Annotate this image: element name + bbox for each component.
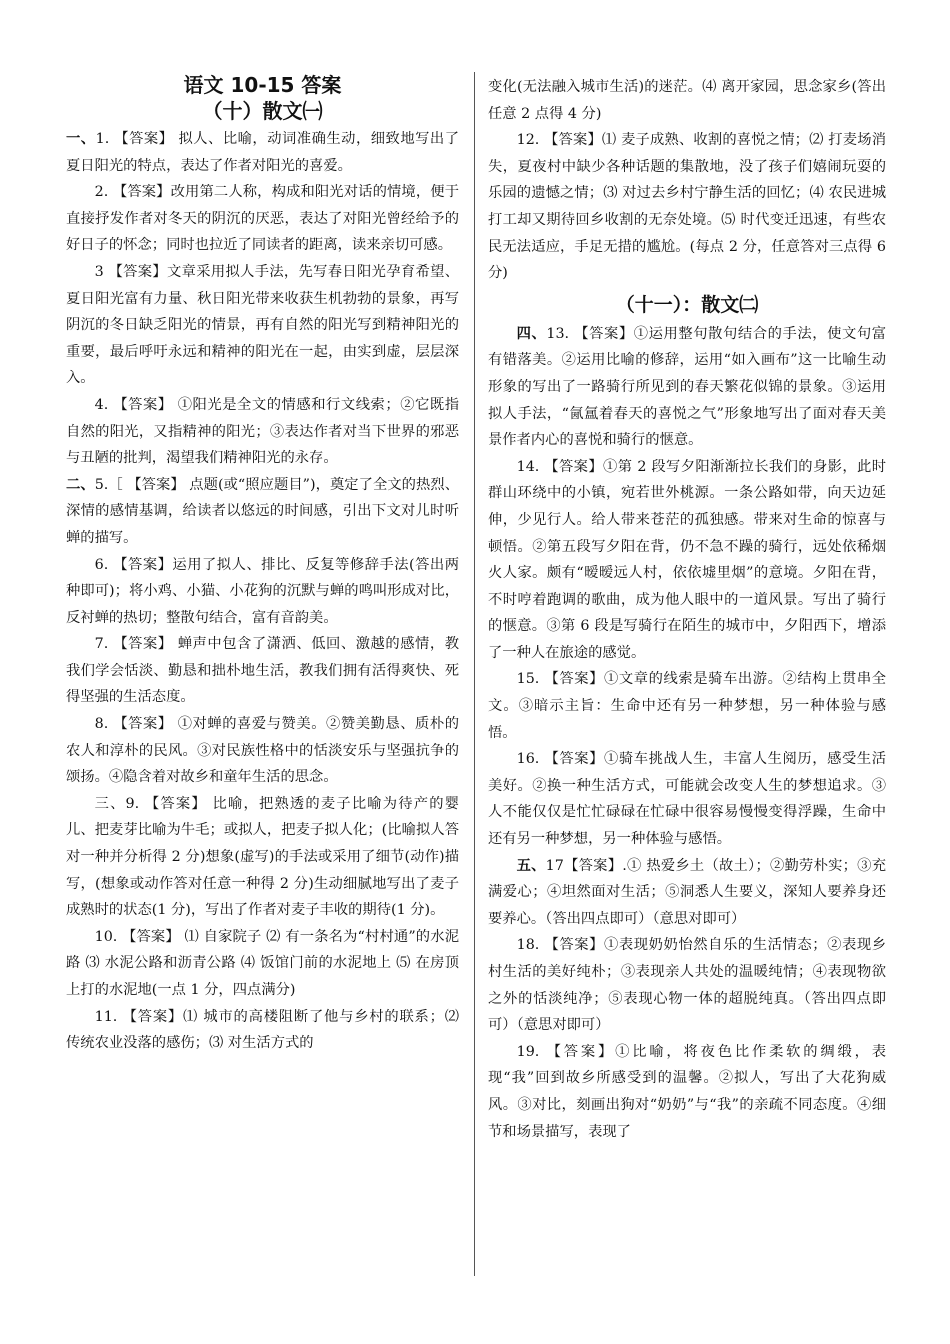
column-divider <box>474 72 475 1276</box>
answer-text: 3 【答案】文章采用拟人手法，先写春日阳光孕育希望、夏日阳光富有力量、秋日阳光带来收获生机勃勃的景象，再写阴沉的冬日缺乏阳光的情景，再有自然的阳光写到精神阳光的重要，最后呼吁永远和精神的阳光在一起，由实到虚，层层深入。 <box>66 263 459 387</box>
answer-text: 14. 【答案】①第 2 段写夕阳渐渐拉长我们的身影，此时群山环绕中的小镇，宛若世外桃源。一条公路如带，向天边延伸，少见行人。给人带来苍茫的孤独感。带来对生命的惊喜与顿悟。②第五段写夕阳在背，仍不急不躁的骑行，远处依稀烟火人家。颇有“暧暧远人村，依依墟里烟”的意境。夕阳在背，不时哼着跑调的歌曲，成为他人眼中的一道风景。写出了骑行的惬意。③第 6 段是写骑行在陌生的城市中，夕阳西下，增添了一种人在旅途的感觉。 <box>488 458 886 661</box>
answer-text: 1. 【答案】 拟人、比喻，动词准确生动，细致地写出了夏日阳光的特点，表达了作者对阳光的喜爱。 <box>66 131 460 174</box>
answer-text: 2. 【答案】改用第二人称，构成和阳光对话的情境，便于直接抒发作者对冬天的阴沉的厌恶，表达了对阳光曾经给予的好日子的怀念；同时也拉近了同读者的距离，读来亲切可感。 <box>66 184 459 254</box>
answer-item <box>66 711 459 791</box>
document-title: 语文 10-15 答案 <box>183 73 342 97</box>
answer-item <box>66 552 459 632</box>
answer-text: 5.［ 【答案】 点题(或“照应题目”)，奠定了全文的热烈、深情的感情基调，给读者以悠远的时间感，引出下文对儿时听蝉的描写。 <box>66 476 459 546</box>
left-column <box>66 72 459 1057</box>
answer-text: 8. 【答案】 ①对蝉的喜爱与赞美。②赞美勤恳、质朴的农人和淳朴的民风。③对民族性格中的恬淡安乐与坚强抗争的颂扬。④隐含着对故乡和童年生活的思念。 <box>66 716 459 786</box>
answer-item <box>66 631 459 711</box>
answer-text: 16. 【答案】①骑车挑战人生，丰富人生阅历，感受生活美好。②换一种生活方式，可能就会改变人生的梦想追求。③人不能仅仅是忙忙碌碌在忙碌中很容易慢慢变得浮躁，生命中还有另一种梦想，另一种体验与感悟。 <box>488 751 886 848</box>
answer-text: 11. 【答案】⑴ 城市的高楼阻断了他与乡村的联系；⑵ 传统农业没落的感伤；⑶ 对生活方式的 <box>66 1008 459 1052</box>
section-title-10: （十）散文㈠ <box>202 99 323 123</box>
part-number: 二、 <box>66 476 95 493</box>
answer-item <box>488 321 886 454</box>
answer-text: 19. 【答案】①比喻，将夜色比作柔软的绸缎，表现“我”回到故乡所感受到的温馨。②拟人，写出了大花狗威风。③对比，刻画出狗对“奶奶”与“我”的亲疏不同态度。④细节和场景描写，表现了 <box>488 1043 886 1140</box>
part-number: 四、 <box>516 325 547 342</box>
answer-text: 7. 【答案】 蝉声中包含了潇洒、低回、激越的感情，教我们学会恬淡、勤恳和拙朴地生活，教我们拥有活得爽快、死得坚强的生活态度。 <box>66 636 459 706</box>
answer-item <box>488 1039 886 1145</box>
answer-text: 15. 【答案】①文章的线索是骑车出游。②结构上贯串全文。③暗示主旨：生命中还有另一种梦想，另一种体验与感悟。 <box>488 671 886 741</box>
answer-text: 4. 【答案】 ①阳光是全文的情感和行文线索；②它既指自然的阳光，又指精神的阳光；③表达作者对当下世界的邪恶与丑陋的批判，渴望我们精神阳光的永存。 <box>66 396 459 467</box>
answer-item <box>488 746 886 852</box>
answer-text: 12. 【答案】⑴ 麦子成熟、收割的喜悦之情；⑵ 打麦场消失，夏夜村中缺少各种话题的集散地，没了孩子们嬉闹玩耍的乐园的遗憾之情；⑶ 对过去乡村宁静生活的回忆；⑷ 农民进城打工却又期待回乡收割的无奈处境。⑸ 时代变迁迅速，有些农民无法适应，手足无措的尴尬。(每点 2 分，任意答对三点得 6 分) <box>488 132 886 282</box>
answer-item <box>66 126 459 179</box>
answer-text: 18. 【答案】①表现奶奶怡然自乐的生活情态；②表现乡村生活的美好纯朴；③表现亲人共处的温暖纯情；④表现物欲之外的恬淡纯净；⑤表现心物一体的超脱纯真。（答出四点即可）（意思对即可） <box>488 937 886 1034</box>
answer-text: 17【答案】.① 热爱乡土（故土）；②勤劳朴实；③充满爱心；④坦然面对生活；⑤洞悉人生要义，深知人要养身还要养心。（答出四点即可）（意思对即可） <box>488 857 887 927</box>
answer-item <box>488 932 886 1038</box>
answer-text: 6. 【答案】运用了拟人、排比、反复等修辞手法(答出两种即可)；将小鸡、小猫、小花狗的沉默与蝉的鸣叫形成对比，反衬蝉的热切；整散句结合，富有音韵美。 <box>66 556 459 626</box>
answer-item <box>488 666 886 746</box>
answer-item <box>66 259 459 392</box>
answer-text: 10. 【答案】 ⑴ 自家院子 ⑵ 有一条名为“村村通”的水泥路 ⑶ 水泥公路和沥青公路 ⑷ 饭馆门前的水泥地上 ⑸ 在房顶上打的水泥地(一点 1 分，四点满分) <box>66 928 459 998</box>
right-column <box>488 74 886 1145</box>
answer-item <box>488 853 886 933</box>
answer-item <box>66 392 459 472</box>
answer-item <box>66 179 459 259</box>
section-title-11: （十一）：散文㈡ <box>615 293 759 316</box>
part-number: 一、 <box>66 131 96 147</box>
answer-text: 变化(无法融入城市生活)的迷茫。⑷ 离开家园，思念家乡(答出任意 2 点得 4 分) <box>488 79 886 122</box>
answer-item <box>66 1004 459 1057</box>
answer-item <box>66 472 459 552</box>
answer-item <box>66 791 459 924</box>
answer-item <box>488 454 886 667</box>
answer-text: 三、9. 【答案】 比喻，把熟透的麦子比喻为待产的婴儿、把麦芽比喻为牛毛；或拟人，把麦子拟人化；(比喻拟人答对一种并分析得 2 分)想象(虚写)的手法或采用了细节(动作)描写，(想象或动作答对任意一种得 2 分)生动细腻地写出了麦子成熟时的状态(1 分)，写出了作者对麦子丰收的期待(1 分)。 <box>66 795 459 919</box>
answer-item <box>488 127 886 287</box>
answer-continuation <box>488 74 886 127</box>
part-number: 五、 <box>516 857 546 874</box>
answer-item <box>66 924 459 1004</box>
answer-text: 13. 【答案】①运用整句散句结合的手法，使文句富有错落美。②运用比喻的修辞，运用“如入画布”这一比喻生动形象的写出了一路骑行所见到的春天繁花似锦的景象。③运用拟人手法，“氤氲着春天的喜悦之气”形象地写出了面对春天美景作者内心的喜悦和骑行的惬意。 <box>488 325 886 449</box>
